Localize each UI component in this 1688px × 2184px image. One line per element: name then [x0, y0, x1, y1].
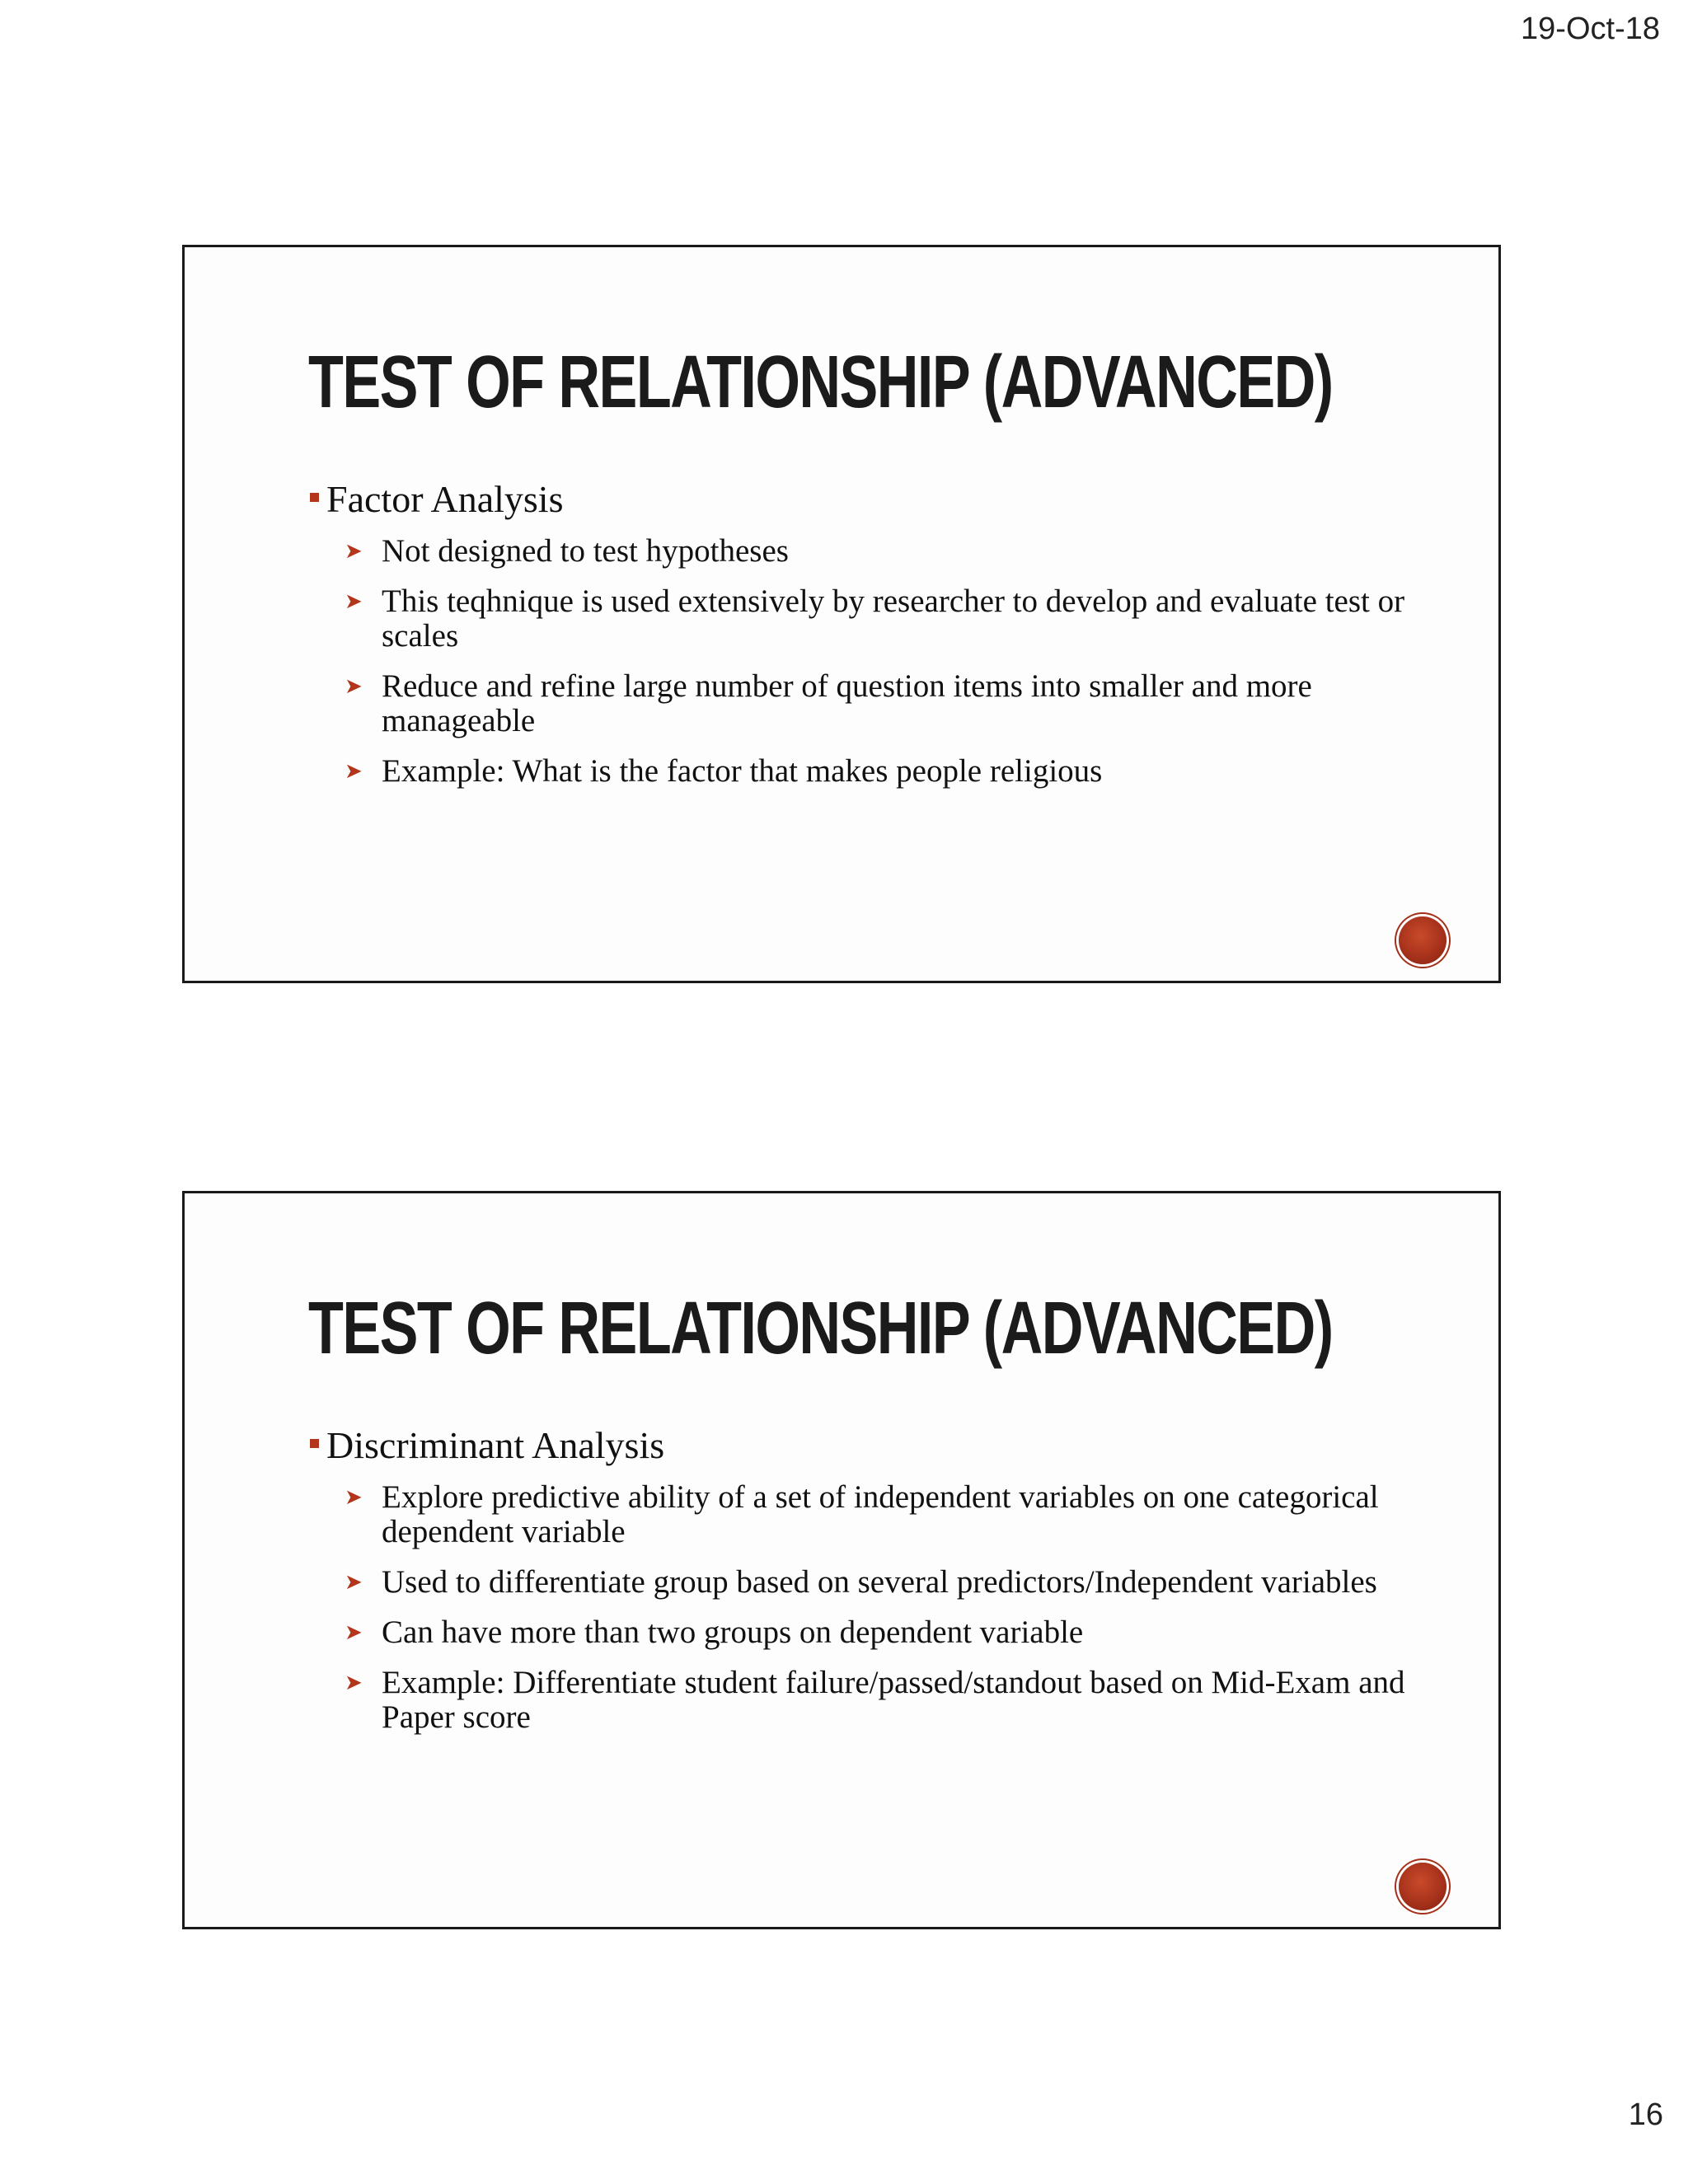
- list-item-text: Explore predictive ability of a set of independent variables on one categorical dependent variable: [382, 1479, 1379, 1549]
- list-item-text: Example: What is the factor that makes people religious: [382, 753, 1103, 789]
- arrowhead-bullet-icon: ➤: [345, 1671, 363, 1695]
- red-circle-logo-icon: [1399, 916, 1447, 964]
- list-item-text: Not designed to test hypotheses: [382, 533, 789, 569]
- list-item-text: This teqhnique is used extensively by researcher to develop and evaluate test or scales: [382, 583, 1405, 654]
- main-bullet: [310, 1422, 1447, 1469]
- list-item-text: Can have more than two groups on dependent variable: [382, 1615, 1084, 1650]
- arrowhead-bullet-icon: ➤: [345, 589, 363, 614]
- sub-bullet-list: [310, 1480, 1447, 1735]
- arrowhead-bullet-icon: ➤: [345, 759, 363, 784]
- red-circle-logo-icon: [1399, 1863, 1447, 1910]
- list-item: [345, 1565, 1447, 1600]
- list-item: [345, 534, 1447, 569]
- main-bullet-text: Factor Analysis: [326, 478, 564, 520]
- square-bullet-icon: [310, 493, 319, 502]
- main-bullet-text: Discriminant Analysis: [326, 1424, 665, 1466]
- square-bullet-icon: [310, 1439, 319, 1448]
- arrowhead-bullet-icon: ➤: [345, 1620, 363, 1645]
- page-date: 19-Oct-18: [1521, 12, 1660, 46]
- list-item: [345, 1480, 1447, 1549]
- list-item: [345, 754, 1447, 789]
- arrowhead-bullet-icon: ➤: [345, 1485, 363, 1510]
- slide-title: TEST OF RELATIONSHIP (ADVANCED): [308, 1287, 1333, 1370]
- slide-content: [310, 476, 1447, 804]
- main-bullet: [310, 476, 1447, 523]
- page-number: 16: [1628, 2097, 1663, 2132]
- list-item: [345, 669, 1447, 738]
- list-item: [345, 1615, 1447, 1650]
- list-item-text: Used to differentiate group based on several predictors/Independent variables: [382, 1564, 1377, 1600]
- sub-bullet-list: [310, 534, 1447, 789]
- list-item-text: Example: Differentiate student failure/passed/standout based on Mid-Exam and Paper score: [382, 1665, 1405, 1735]
- slide-content: [310, 1422, 1447, 1750]
- list-item: [345, 584, 1447, 654]
- slide-title: TEST OF RELATIONSHIP (ADVANCED): [308, 341, 1333, 424]
- list-item-text: Reduce and refine large number of question items into smaller and more manageable: [382, 668, 1312, 738]
- arrowhead-bullet-icon: ➤: [345, 674, 363, 699]
- arrowhead-bullet-icon: ➤: [345, 1570, 363, 1595]
- slide-2: [182, 1191, 1501, 1929]
- list-item: [345, 1666, 1447, 1735]
- slide-1: [182, 245, 1501, 983]
- arrowhead-bullet-icon: ➤: [345, 539, 363, 564]
